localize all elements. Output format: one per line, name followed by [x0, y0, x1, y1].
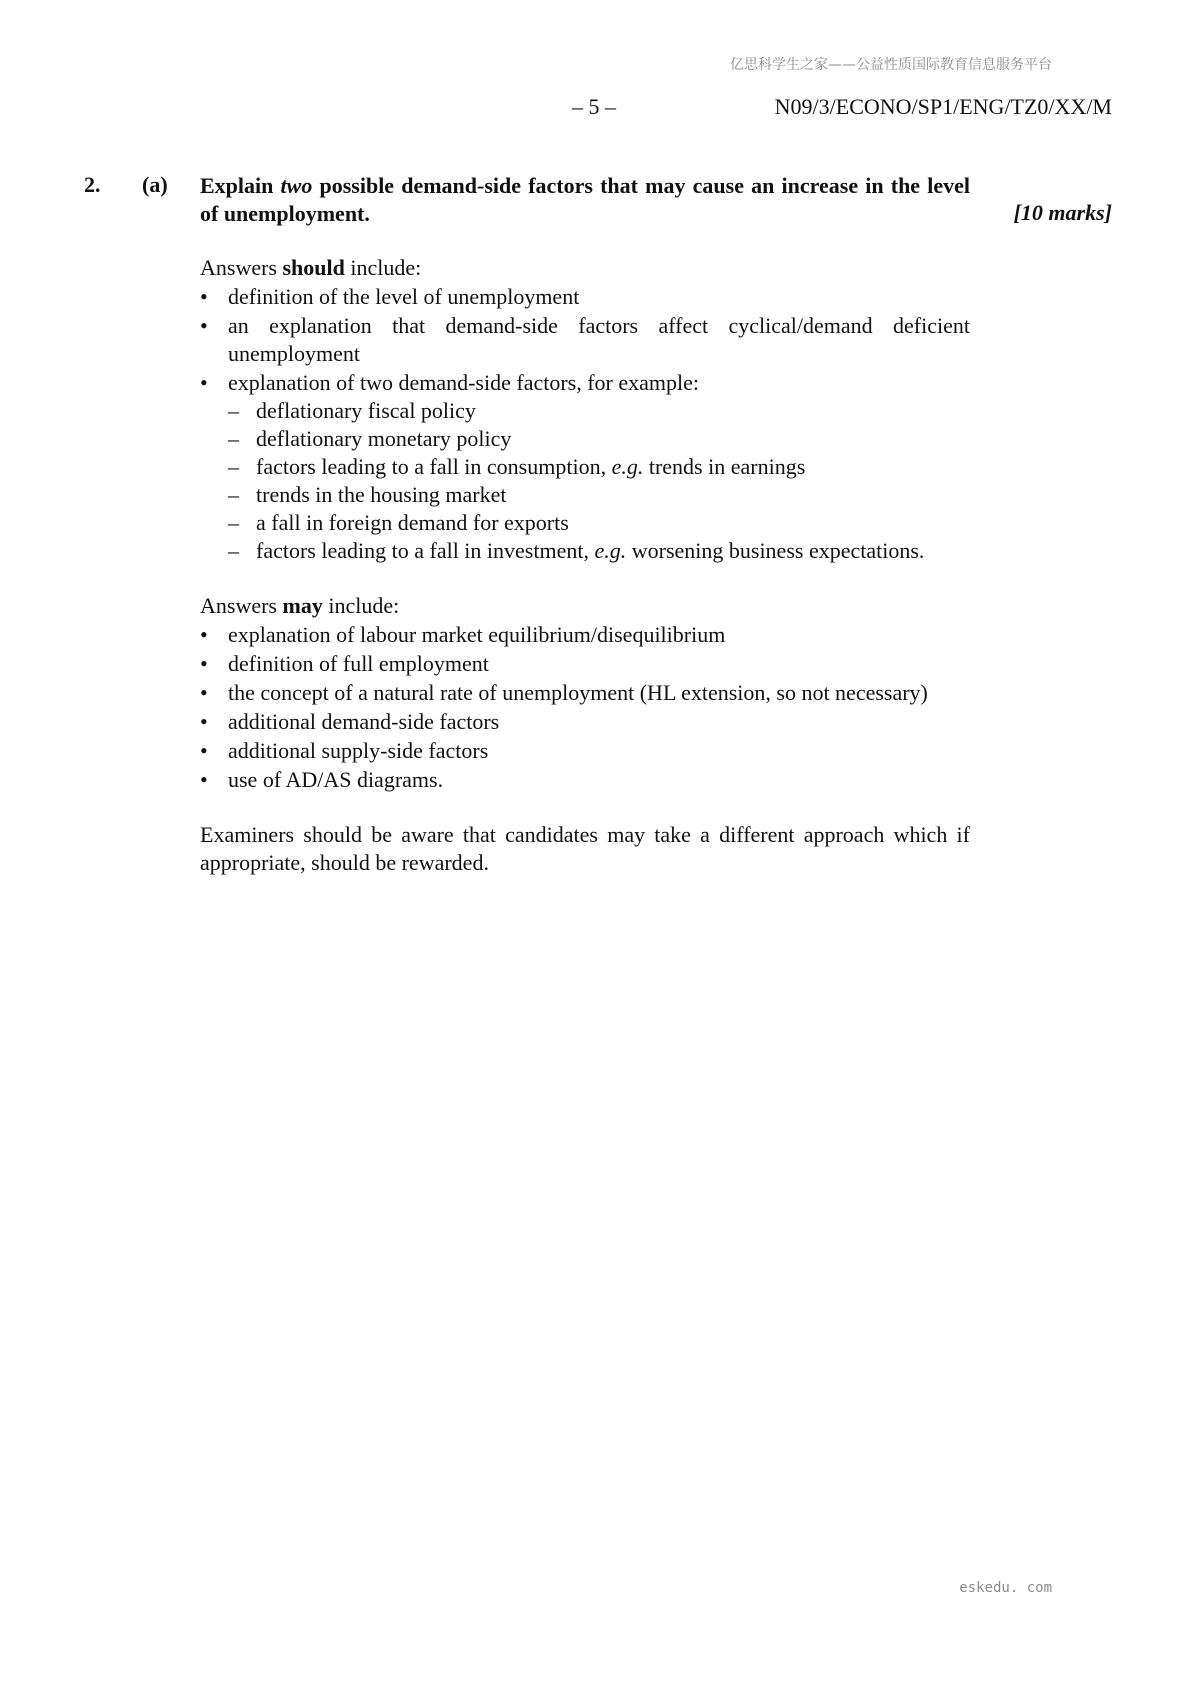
sub-item-text: factors leading to a fall in consumption,	[256, 454, 612, 479]
may-include-intro	[200, 592, 970, 620]
sub-list-item	[228, 453, 970, 481]
may-include-list	[200, 621, 970, 794]
page-number: – 5 –	[572, 94, 616, 119]
should-intro-post: include:	[344, 255, 422, 280]
footer-watermark: eskedu. com	[959, 1580, 1052, 1596]
eg-abbrev: e.g.	[611, 454, 644, 479]
header-watermark: 亿思科学生之家——公益性质国际教育信息服务平台	[730, 57, 1052, 73]
list-item: • explanation of labour market equilibrium/disequilibrium	[200, 621, 970, 649]
may-intro-pre: Answers	[200, 593, 283, 618]
markscheme-content	[200, 254, 970, 877]
question-number: 2.	[84, 172, 101, 197]
sub-item-text-post: trends in earnings	[643, 454, 806, 479]
list-item: • definition of full employment	[200, 650, 970, 678]
question-marks: [10 marks]	[1013, 200, 1112, 225]
question-text-emphasis: two	[280, 173, 313, 198]
list-item: • an explanation that demand-side factors affect cyclical/demand deficient unemployment	[200, 312, 970, 368]
demand-side-factor-list	[228, 397, 970, 565]
sub-list-item	[228, 537, 970, 565]
document-code: N09/3/ECONO/SP1/ENG/TZ0/XX/M	[774, 94, 1112, 119]
may-intro-post: include:	[322, 593, 400, 618]
list-item-text: explanation of two demand-side factors, for example:	[228, 370, 700, 395]
sub-list-item: – deflationary monetary policy	[228, 425, 970, 453]
eg-abbrev: e.g.	[594, 538, 627, 563]
question-text-post: possible demand-side factors that may cause an increase in the level of unemployment.	[200, 173, 970, 226]
sub-list-item: – trends in the housing market	[228, 481, 970, 509]
list-item	[200, 369, 970, 565]
examiner-note: Examiners should be aware that candidates may take a different approach which if appropriate, should be rewarded.	[200, 822, 970, 875]
should-intro-pre: Answers	[200, 255, 283, 280]
list-item: • definition of the level of unemployment	[200, 283, 970, 311]
should-include-intro	[200, 254, 970, 282]
should-intro-bold: should	[282, 255, 345, 280]
sub-item-text-post: worsening business expectations.	[626, 538, 925, 563]
list-item: • additional demand-side factors	[200, 708, 970, 736]
question-text-pre: Explain	[200, 173, 281, 198]
should-include-list	[200, 283, 970, 565]
list-item: • additional supply-side factors	[200, 737, 970, 765]
sub-list-item: – deflationary fiscal policy	[228, 397, 970, 425]
list-item: • use of AD/AS diagrams.	[200, 766, 970, 794]
may-intro-bold: may	[282, 593, 323, 618]
question-part: (a)	[142, 172, 168, 197]
list-item: • the concept of a natural rate of unemployment (HL extension, so not necessary)	[200, 679, 970, 707]
sub-item-text: factors leading to a fall in investment,	[256, 538, 595, 563]
sub-list-item: – a fall in foreign demand for exports	[228, 509, 970, 537]
